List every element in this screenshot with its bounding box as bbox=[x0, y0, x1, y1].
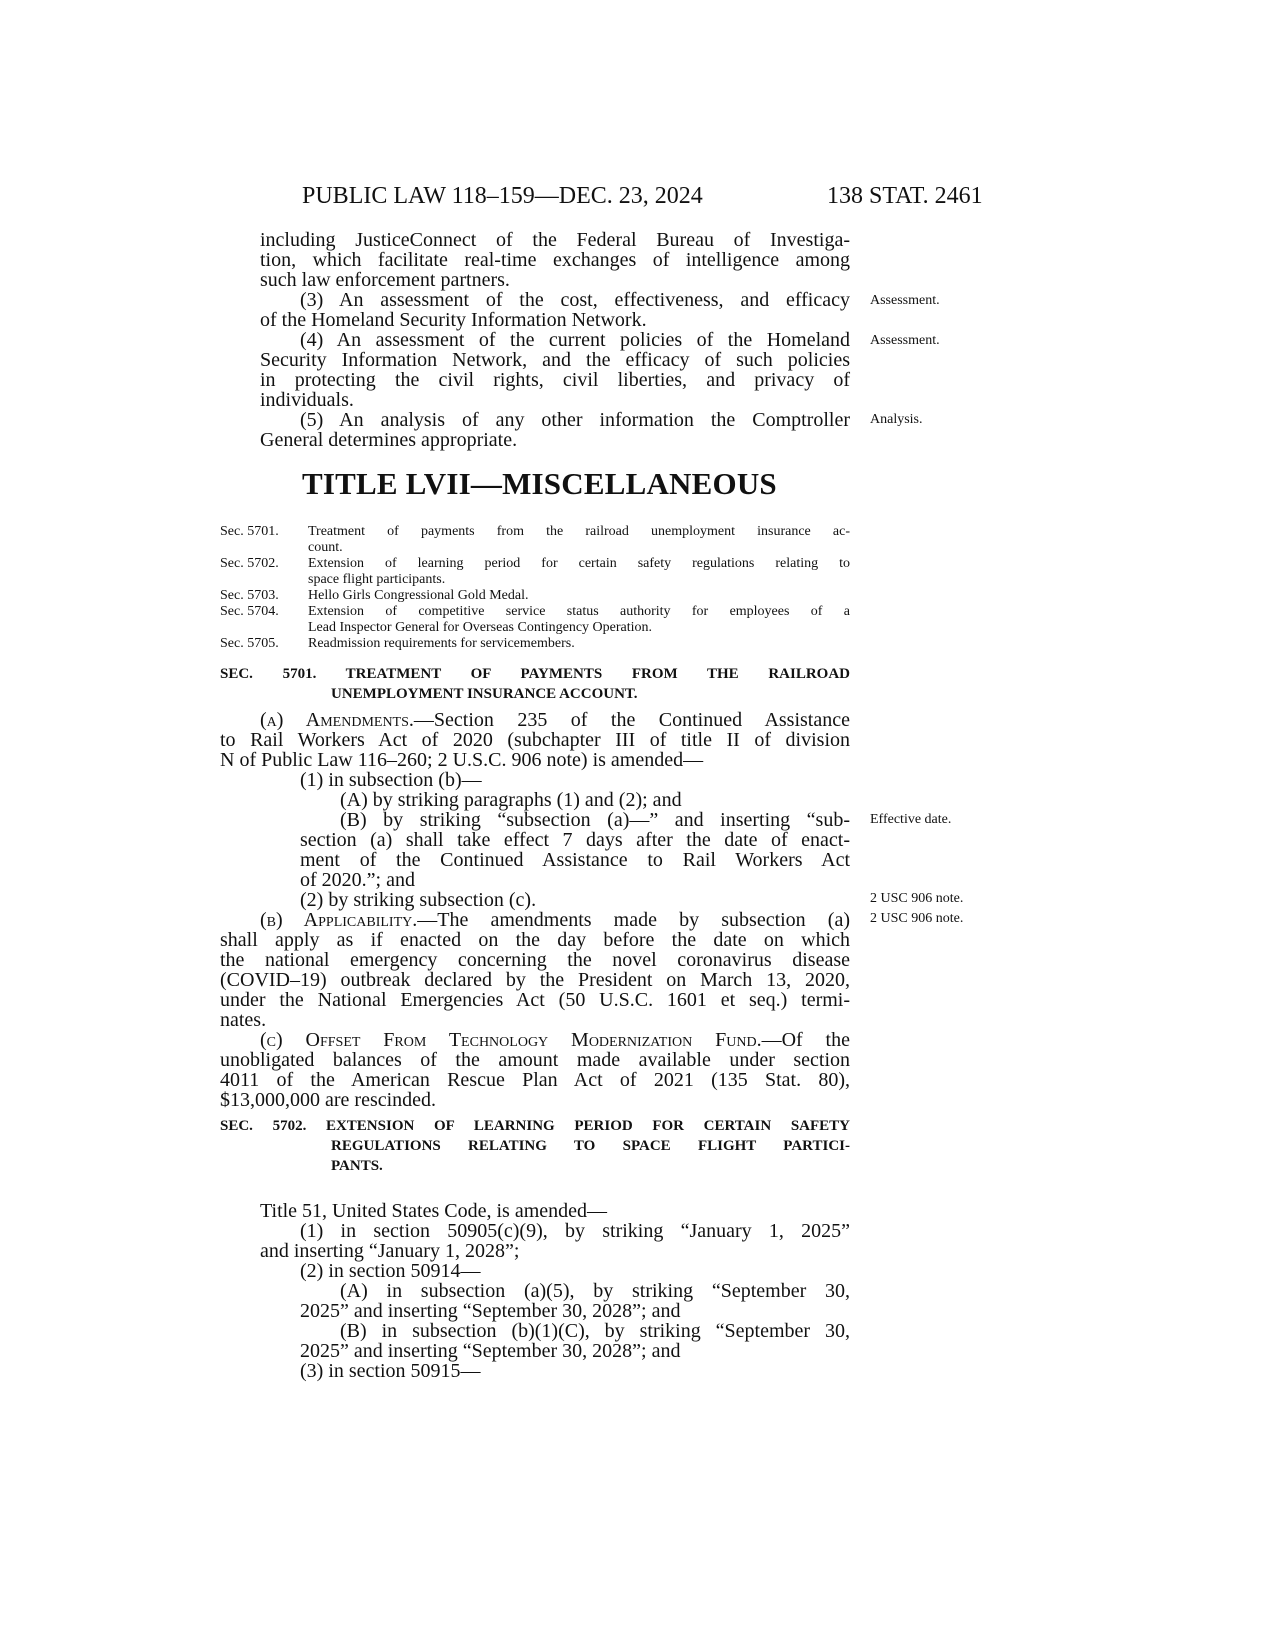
subsection-heading: (a) Amendments. bbox=[260, 709, 414, 731]
text-line: (A) in subsection (a)(5), by striking “September 30, bbox=[340, 1280, 850, 1302]
toc-text-line: Extension of learning period for certain safety regulations relating to bbox=[308, 556, 850, 571]
text-line: individuals. bbox=[260, 389, 354, 411]
toc-entry bbox=[220, 524, 850, 556]
subsection-b-line bbox=[220, 910, 850, 930]
toc-text-line: Extension of competitive service status authority for employees of a bbox=[308, 604, 850, 619]
toc-entry bbox=[220, 604, 850, 636]
toc-label: Sec. 5704. bbox=[220, 604, 279, 619]
text-line: the national emergency concerning the novel coronavirus disease bbox=[220, 949, 850, 971]
text-line: of the Homeland Security Information Network. bbox=[260, 309, 647, 331]
text-line: Title 51, United States Code, is amended— bbox=[260, 1200, 608, 1222]
text-line: (2) in section 50914— bbox=[300, 1260, 481, 1282]
toc-entry bbox=[220, 556, 850, 588]
text-line: 4011 of the American Rescue Plan Act of 2021 (135 Stat. 80), bbox=[220, 1069, 850, 1091]
margin-note-assessment: Assessment. bbox=[870, 293, 940, 308]
text-line: such law enforcement partners. bbox=[260, 269, 510, 291]
text-line: (B) by striking “subsection (a)—” and inserting “sub- bbox=[340, 809, 850, 831]
text-line: in protecting the civil rights, civil liberties, and privacy of bbox=[260, 369, 850, 391]
toc-entry bbox=[220, 636, 850, 652]
toc-text-line: Lead Inspector General for Overseas Contingency Operation. bbox=[308, 620, 653, 635]
margin-note-analysis: Analysis. bbox=[870, 412, 923, 427]
running-header-title: PUBLIC LAW 118–159—DEC. 23, 2024 bbox=[302, 183, 703, 209]
text-line: (B) in subsection (b)(1)(C), by striking “September 30, bbox=[340, 1320, 850, 1342]
margin-note-assessment: Assessment. bbox=[870, 333, 940, 348]
text-line: ment of the Continued Assistance to Rail Workers Act bbox=[300, 849, 850, 871]
toc-label: Sec. 5701. bbox=[220, 524, 279, 539]
toc-text-line: count. bbox=[308, 540, 343, 555]
title-heading: TITLE LVII—MISCELLANEOUS bbox=[302, 466, 777, 501]
section-heading-line: UNEMPLOYMENT INSURANCE ACCOUNT. bbox=[331, 686, 638, 702]
page-stat-number: 138 STAT. 2461 bbox=[827, 183, 983, 209]
text-line: shall apply as if enacted on the day before the date on which bbox=[220, 929, 850, 951]
text-line: to Rail Workers Act of 2020 (subchapter III of title II of division bbox=[220, 729, 850, 751]
subsection-heading: (b) Applicability. bbox=[260, 909, 418, 931]
text-line: (1) in subsection (b)— bbox=[300, 769, 482, 791]
section-heading-line: SEC. 5702. EXTENSION OF LEARNING PERIOD FOR CERTAIN SAFETY bbox=[220, 1118, 850, 1134]
text-line: 2025” and inserting “September 30, 2028”; and bbox=[300, 1340, 681, 1362]
subsection-a-line bbox=[220, 710, 850, 730]
toc-text-line: Hello Girls Congressional Gold Medal. bbox=[308, 588, 529, 603]
table-of-contents bbox=[220, 524, 850, 652]
toc-label: Sec. 5703. bbox=[220, 588, 279, 603]
text-line: under the National Emergencies Act (50 U.S.C. 1601 et seq.) termi- bbox=[220, 989, 850, 1011]
text-line: and inserting “January 1, 2028”; bbox=[260, 1240, 520, 1262]
text-line: N of Public Law 116–260; 2 U.S.C. 906 note) is amended— bbox=[220, 749, 704, 771]
margin-note-usc: 2 USC 906 note. bbox=[870, 891, 964, 906]
section-body-5702 bbox=[260, 1201, 850, 1381]
margin-note-usc: 2 USC 906 note. bbox=[870, 911, 964, 926]
text-run: —The amendments made by subsection (a) bbox=[417, 909, 851, 931]
section-body-5701 bbox=[220, 710, 850, 1110]
toc-text-line: Readmission requirements for servicemembers. bbox=[308, 636, 575, 651]
text-line: General determines appropriate. bbox=[260, 429, 518, 451]
text-line: tion, which facilitate real-time exchanges of intelligence among bbox=[260, 249, 850, 271]
text-line: unobligated balances of the amount made available under section bbox=[220, 1049, 850, 1071]
toc-text-line: space flight participants. bbox=[308, 572, 446, 587]
text-line: nates. bbox=[220, 1009, 267, 1031]
text-line: $13,000,000 are rescinded. bbox=[220, 1089, 437, 1111]
toc-text-line: Treatment of payments from the railroad unemployment insurance ac- bbox=[308, 524, 850, 539]
section-heading-5701 bbox=[220, 664, 850, 704]
intro-text bbox=[260, 230, 850, 450]
text-line: Security Information Network, and the efficacy of such policies bbox=[260, 349, 850, 371]
text-line: of 2020.”; and bbox=[300, 869, 415, 891]
text-line: (A) by striking paragraphs (1) and (2); and bbox=[340, 789, 682, 811]
text-line: (5) An analysis of any other information the Comptroller bbox=[300, 409, 850, 431]
text-line: including JusticeConnect of the Federal Bureau of Investiga- bbox=[260, 229, 850, 251]
section-heading-line: SEC. 5701. TREATMENT OF PAYMENTS FROM THE RAILROAD bbox=[220, 666, 850, 682]
toc-entry bbox=[220, 588, 850, 604]
toc-label: Sec. 5702. bbox=[220, 556, 279, 571]
subsection-c-line bbox=[220, 1030, 850, 1050]
text-line: (COVID–19) outbreak declared by the President on March 13, 2020, bbox=[220, 969, 850, 991]
text-line: section (a) shall take effect 7 days after the date of enact- bbox=[300, 829, 850, 851]
section-heading-line: PANTS. bbox=[331, 1158, 383, 1174]
section-heading-line: REGULATIONS RELATING TO SPACE FLIGHT PARTICI- bbox=[331, 1138, 850, 1154]
section-heading-5702 bbox=[220, 1116, 850, 1176]
text-run: —Of the bbox=[761, 1029, 850, 1051]
text-line: (2) by striking subsection (c). bbox=[300, 889, 537, 911]
toc-label: Sec. 5705. bbox=[220, 636, 279, 651]
text-line: (3) An assessment of the cost, effectiveness, and efficacy bbox=[300, 289, 850, 311]
text-run: —Section 235 of the Continued Assistance bbox=[413, 709, 850, 731]
text-line: (3) in section 50915— bbox=[300, 1360, 481, 1382]
text-line: 2025” and inserting “September 30, 2028”; and bbox=[300, 1300, 681, 1322]
subsection-heading: (c) Offset From Technology Modernization Fund. bbox=[260, 1029, 762, 1051]
text-line: (1) in section 50905(c)(9), by striking “January 1, 2025” bbox=[300, 1220, 850, 1242]
margin-note-effective-date: Effective date. bbox=[870, 812, 952, 827]
text-line: (4) An assessment of the current policies of the Homeland bbox=[300, 329, 850, 351]
